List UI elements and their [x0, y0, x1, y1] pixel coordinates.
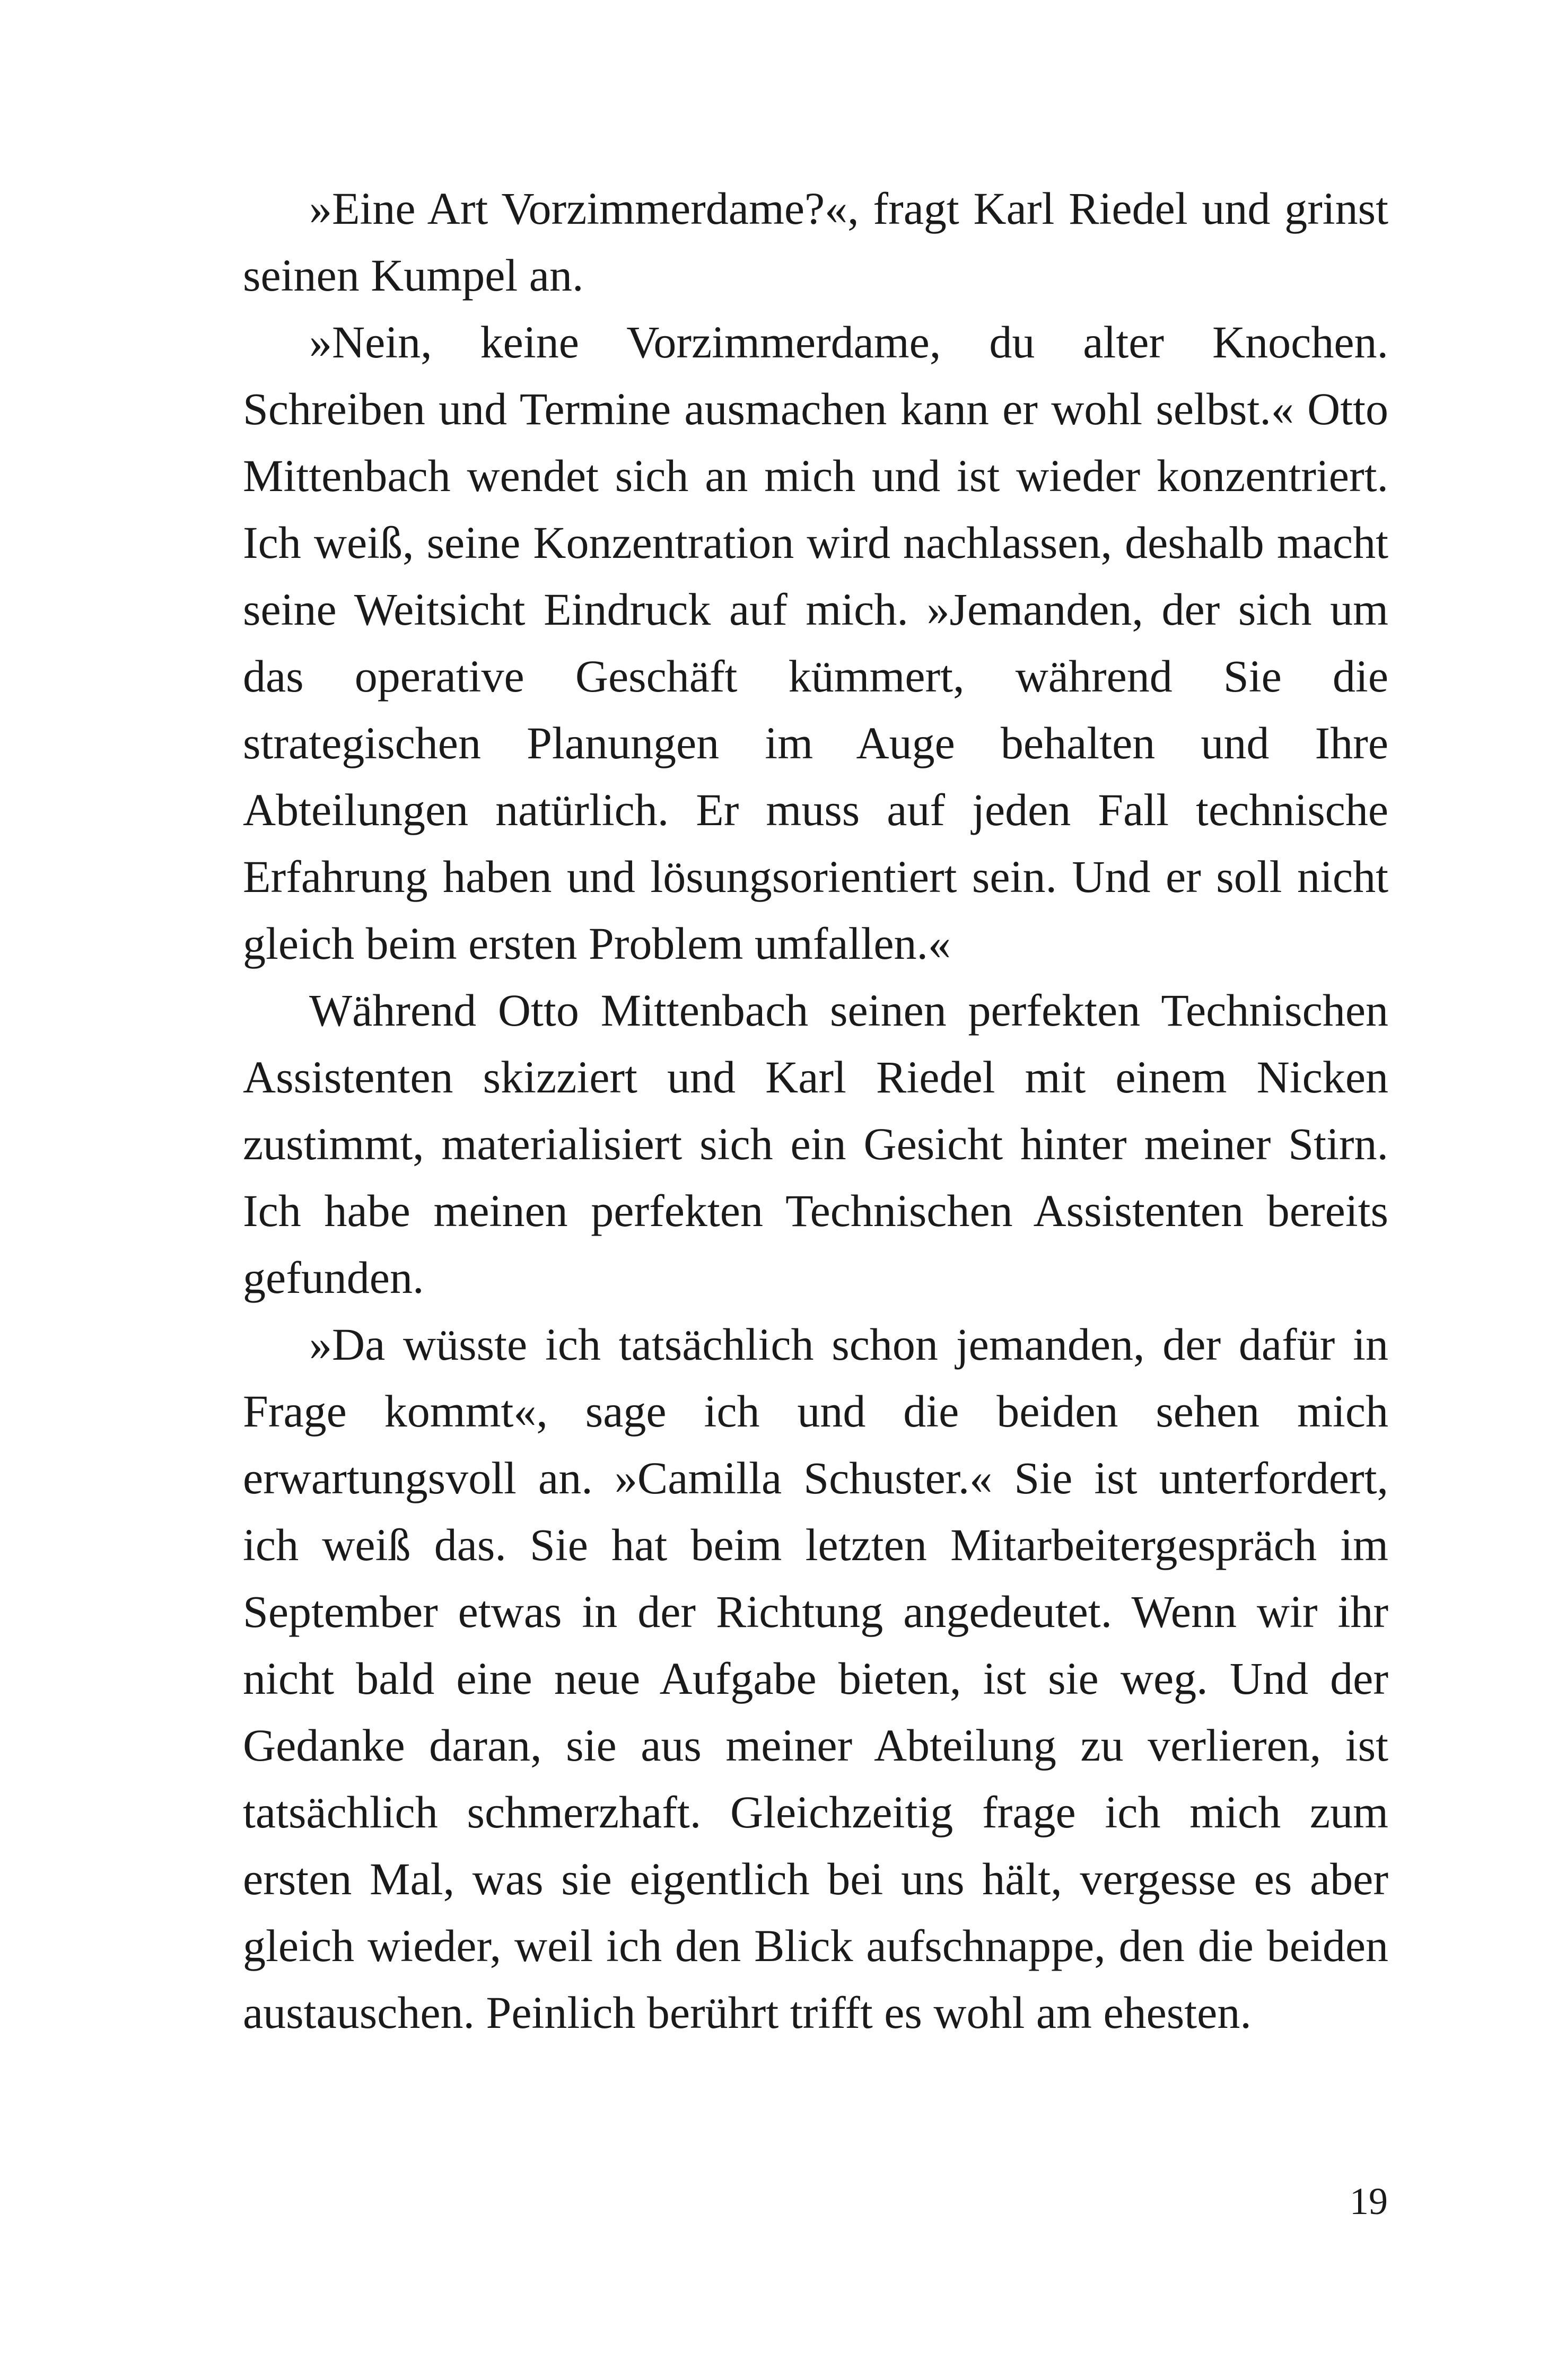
- paragraph: »Eine Art Vorzimmerdame?«, fragt Karl Riedel und grinst seinen Kumpel an.: [243, 183, 1388, 301]
- paragraph: »Nein, keine Vorzimmerdame, du alter Knochen. Schreiben und Termine ausmachen kann er wohl selbst.« Otto Mittenbach wendet sich an mich und ist wieder konzentriert. Ich weiß, seine Konzentration wird nachlassen, deshalb macht seine Weitsicht Eindruck auf mich. »Jemanden, der sich um das operative Geschäft kümmert, während Sie die strategischen Planungen im Auge behalten und Ihre Abteilungen natürlich. Er muss auf jeden Fall technische Erfahrung haben und lösungsorientiert sein. Und er soll nicht gleich beim ersten Problem umfallen.«: [243, 317, 1388, 969]
- paragraph: Während Otto Mittenbach seinen perfekten Technischen Assistenten skizziert und Karl Riedel mit einem Nicken zustimmt, materialisiert sich ein Gesicht hinter meiner Stirn. Ich habe meinen perfekten Technischen Assistenten bereits gefunden.: [243, 985, 1388, 1303]
- page-number: 19: [1350, 2180, 1388, 2222]
- body-text: [243, 175, 1388, 2046]
- paragraph: »Da wüsste ich tatsächlich schon jemanden, der dafür in Frage kommt«, sage ich und die beiden sehen mich erwartungsvoll an. »Camilla Schuster.« Sie ist unterfordert, ich weiß das. Sie hat beim letzten Mitarbeitergespräch im September etwas in der Richtung angedeutet. Wenn wir ihr nicht bald eine neue Aufgabe bieten, ist sie weg. Und der Gedanke daran, sie aus meiner Abteilung zu verlieren, ist tatsächlich schmerzhaft. Gleichzeitig frage ich mich zum ersten Mal, was sie eigentlich bei uns hält, vergesse es aber gleich wieder, weil ich den Blick aufschnappe, den die beiden austauschen. Peinlich berührt trifft es wohl am ehesten.: [243, 1319, 1388, 2038]
